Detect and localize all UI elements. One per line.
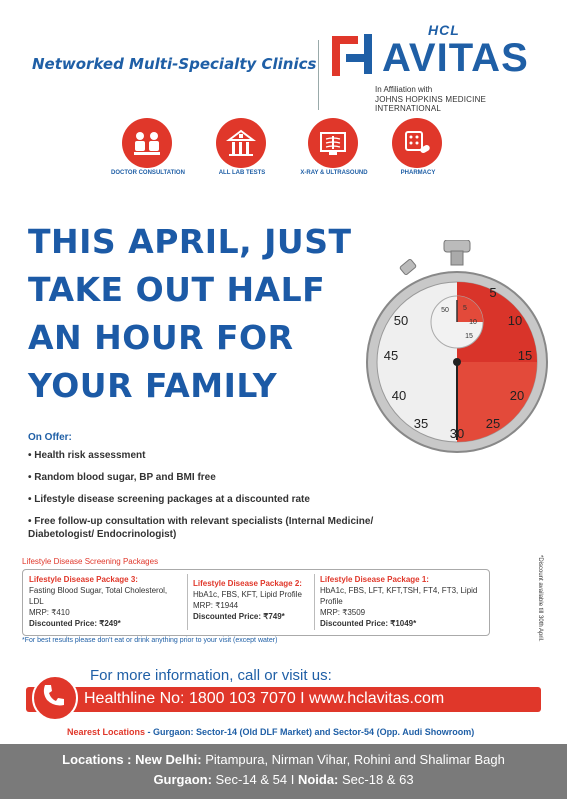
logo-plus-icon bbox=[330, 30, 374, 80]
xray-icon bbox=[318, 128, 348, 158]
stopwatch-inner-number: 5 bbox=[463, 305, 467, 312]
offer-list bbox=[28, 449, 468, 550]
pharmacy-icon bbox=[402, 128, 432, 158]
service-label: ALL LAB TESTS bbox=[218, 170, 266, 176]
locations-footer bbox=[0, 744, 567, 799]
service-label: DOCTOR CONSULTATION bbox=[111, 170, 185, 176]
headline-line: THIS APRIL, JUST bbox=[28, 222, 352, 261]
side-note-text: *Discount available till 30th April. bbox=[537, 555, 543, 642]
stopwatch-inner-number: 50 bbox=[441, 307, 449, 314]
stopwatch-number: 20 bbox=[509, 388, 525, 403]
footer-text: Pitampura, Nirman Vihar, Rohini and Shalimar Bagh bbox=[201, 752, 505, 767]
stopwatch-number: 45 bbox=[383, 348, 399, 363]
packages-box bbox=[22, 569, 490, 636]
stopwatch-number: 50 bbox=[393, 313, 409, 328]
healthline-bar bbox=[26, 687, 541, 712]
lab-tests-icon bbox=[226, 128, 256, 158]
footer-line1 bbox=[0, 752, 567, 767]
stopwatch-number: 25 bbox=[485, 416, 501, 431]
package-mrp: MRP: ₹410 bbox=[29, 608, 70, 617]
service-label: X-RAY & ULTRASOUND bbox=[300, 170, 368, 176]
package-name: Lifestyle Disease Package 1: bbox=[320, 575, 429, 584]
stopwatch-number: 10 bbox=[507, 313, 523, 328]
stopwatch-number: 30 bbox=[449, 426, 465, 441]
stopwatch-inner-number: 10 bbox=[469, 319, 477, 326]
stopwatch-image bbox=[365, 240, 550, 455]
brand-logo bbox=[330, 22, 550, 112]
footer-label: Noida: bbox=[297, 772, 339, 787]
service-label: PHARMACY bbox=[400, 170, 436, 176]
stopwatch-number: 40 bbox=[391, 388, 407, 403]
service-doctor-consultation bbox=[111, 118, 185, 198]
package-tests: HbA1c, FBS, KFT, Lipid Profile bbox=[193, 590, 302, 599]
headline-line: YOUR FAMILY bbox=[28, 366, 278, 405]
stopwatch-number: 15 bbox=[517, 348, 533, 363]
phone-badge bbox=[32, 675, 78, 721]
offer-item: • Health risk assessment bbox=[28, 450, 146, 461]
package-separator bbox=[187, 574, 188, 630]
offer-item: • Lifestyle disease screening packages at a discounted rate bbox=[28, 494, 310, 505]
headline bbox=[28, 218, 368, 410]
tagline: Networked Multi-Specialty Clinics bbox=[32, 55, 317, 73]
nearest-locations bbox=[67, 727, 474, 737]
package-card bbox=[320, 574, 488, 629]
package-name: Lifestyle Disease Package 2: bbox=[193, 579, 302, 588]
nearest-text: - Gurgaon: Sector-14 (Old DLF Market) and Sector-54 (Opp. Audi Showroom) bbox=[145, 727, 475, 737]
package-tests: HbA1c, FBS, LFT, KFT,TSH, FT4, FT3, Lipid Profile bbox=[320, 586, 478, 606]
package-separator bbox=[314, 574, 315, 630]
service-lab-tests bbox=[212, 118, 272, 198]
discount-side-note bbox=[533, 555, 543, 655]
package-discounted: Discounted Price: ₹249* bbox=[29, 619, 121, 628]
service-xray bbox=[300, 118, 368, 198]
header-divider bbox=[318, 40, 319, 110]
package-mrp: MRP: ₹3509 bbox=[320, 608, 366, 617]
footer-label: Locations : New Delhi: bbox=[62, 752, 202, 767]
headline-line: AN HOUR FOR bbox=[28, 318, 294, 357]
footer-text: Sec-18 & 63 bbox=[338, 772, 414, 787]
brand-name: AVITAS bbox=[382, 36, 529, 80]
package-card bbox=[193, 578, 311, 622]
packages-title: Lifestyle Disease Screening Packages bbox=[22, 557, 159, 566]
footer-line2 bbox=[0, 772, 567, 787]
fasting-note: *For best results please don't eat or drink anything prior to your visit (except water) bbox=[22, 637, 278, 644]
brand-prefix: HCL bbox=[428, 22, 460, 38]
nearest-label: Nearest Locations bbox=[67, 727, 146, 737]
stopwatch-number: 35 bbox=[413, 416, 429, 431]
affiliation-line2: JOHNS HOPKINS MEDICINE INTERNATIONAL bbox=[375, 95, 487, 113]
footer-label: Gurgaon: bbox=[153, 772, 212, 787]
package-discounted: Discounted Price: ₹1049* bbox=[320, 619, 417, 628]
doctor-consultation-icon bbox=[132, 128, 162, 158]
package-name: Lifestyle Disease Package 3: bbox=[29, 575, 138, 584]
service-pharmacy bbox=[388, 118, 448, 198]
offer-item: • Random blood sugar, BP and BMI free bbox=[28, 472, 216, 483]
headline-line: TAKE OUT HALF bbox=[28, 270, 326, 309]
offer-item: • Free follow-up consultation with relevant specialists (Internal Medicine/ bbox=[28, 516, 374, 527]
stopwatch-inner-number: 15 bbox=[465, 333, 473, 340]
package-discounted: Discounted Price: ₹749* bbox=[193, 612, 285, 621]
phone-icon bbox=[32, 675, 74, 717]
services-row bbox=[111, 118, 458, 198]
package-tests: Fasting Blood Sugar, Total Cholesterol, LDL bbox=[29, 586, 168, 606]
healthline-text: Healthline No: 1800 103 7070 I www.hclavitas.com bbox=[84, 690, 445, 707]
stopwatch-number: 5 bbox=[489, 285, 497, 300]
more-info-text: For more information, call or visit us: bbox=[90, 667, 332, 684]
package-card bbox=[29, 574, 181, 629]
offer-heading: On Offer: bbox=[28, 432, 72, 443]
package-mrp: MRP: ₹1944 bbox=[193, 601, 239, 610]
affiliation-line1: In Affiliation with bbox=[375, 85, 433, 94]
offer-item-continued: Diabetologist/ Endocrinologist) bbox=[28, 529, 177, 540]
footer-text: Sec-14 & 54 I bbox=[211, 772, 298, 787]
